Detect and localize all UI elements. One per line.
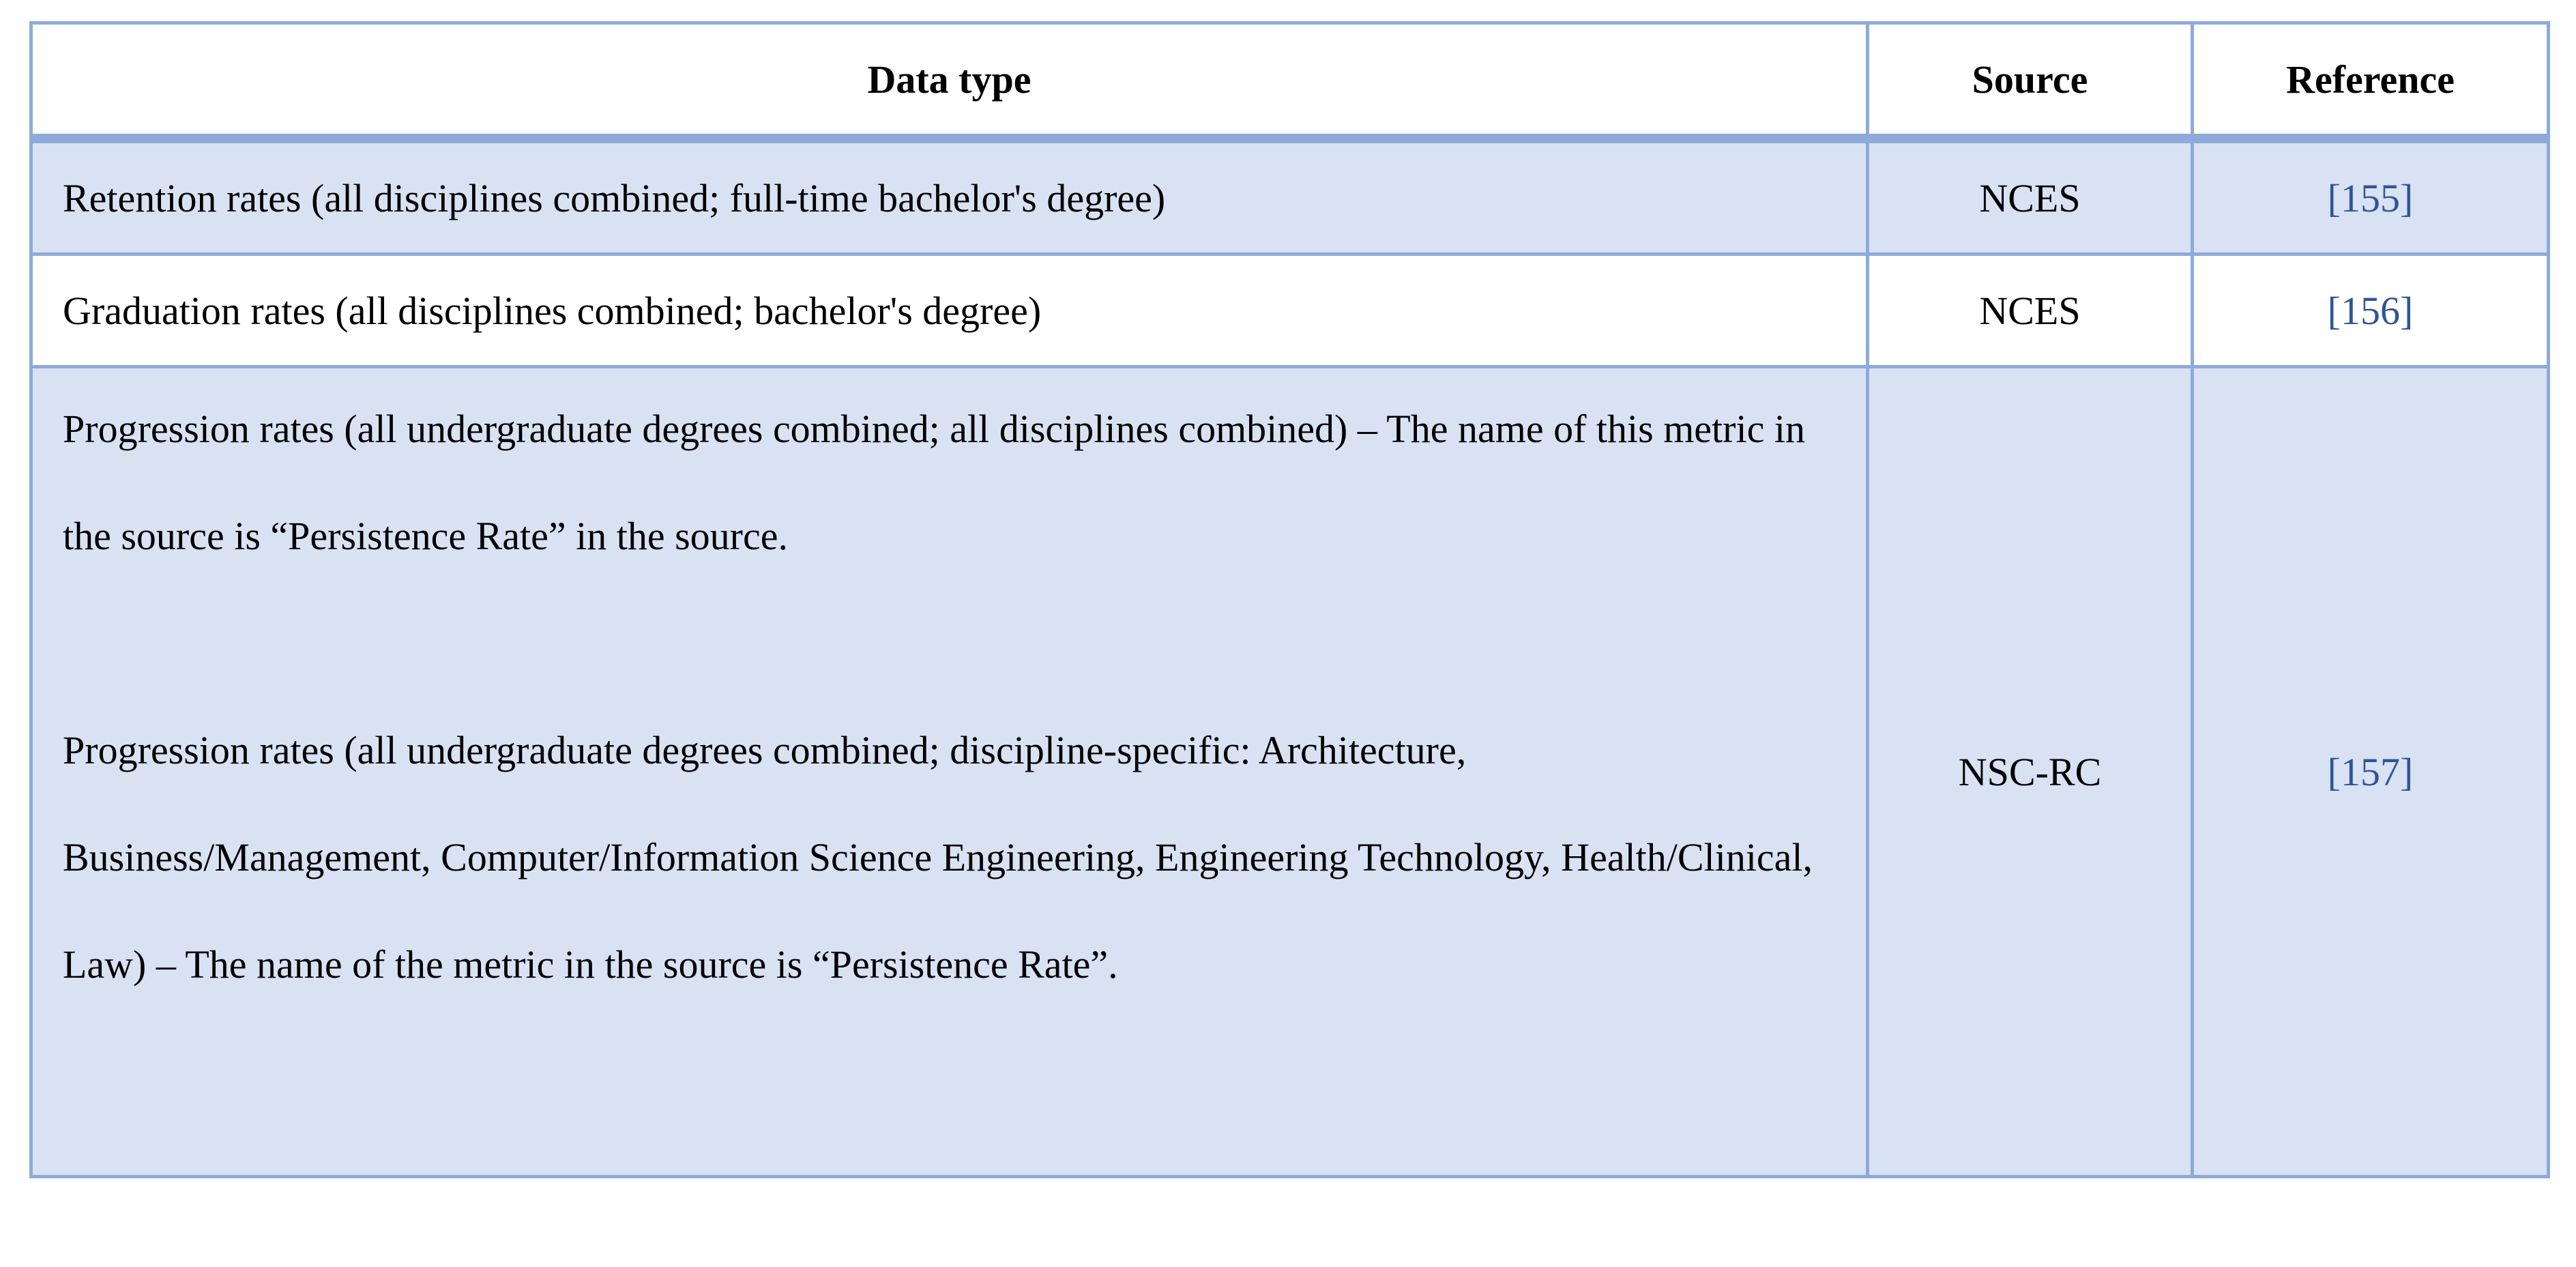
reference-link[interactable]: [156] <box>2193 254 2549 367</box>
header-source: Source <box>1868 23 2193 139</box>
data-type-cell <box>31 367 1868 1177</box>
blank-line <box>63 589 1836 697</box>
reference-link[interactable]: [155] <box>2193 139 2549 254</box>
reference-link[interactable]: [157] <box>2193 367 2549 1177</box>
table-row <box>31 139 2549 254</box>
source-cell: NCES <box>1868 139 2193 254</box>
data-type-paragraph: Progression rates (all undergraduate degrees combined; all disciplines combined) – The name of this metric in the source is “Persistence Rate” in the source. <box>63 407 1805 558</box>
table-row <box>31 254 2549 367</box>
data-sources-table <box>29 21 2550 1178</box>
header-data-type: Data type <box>31 23 1868 139</box>
data-type-cell: Retention rates (all disciplines combined; full-time bachelor's degree) <box>31 139 1868 254</box>
source-cell: NCES <box>1868 254 2193 367</box>
table-row <box>31 367 2549 1177</box>
header-reference: Reference <box>2193 23 2549 139</box>
data-type-paragraph: Progression rates (all undergraduate degrees combined; discipline-specific: Architecture, Business/Management, Computer/Information Science Engineering, Engineering Technology, Health/Clinical, Law) – The name of the metric in the source is “Persistence Rate”. <box>63 728 1813 987</box>
source-cell: NSC-RC <box>1868 367 2193 1177</box>
data-type-cell: Graduation rates (all disciplines combined; bachelor's degree) <box>31 254 1868 367</box>
header-row <box>31 23 2549 139</box>
